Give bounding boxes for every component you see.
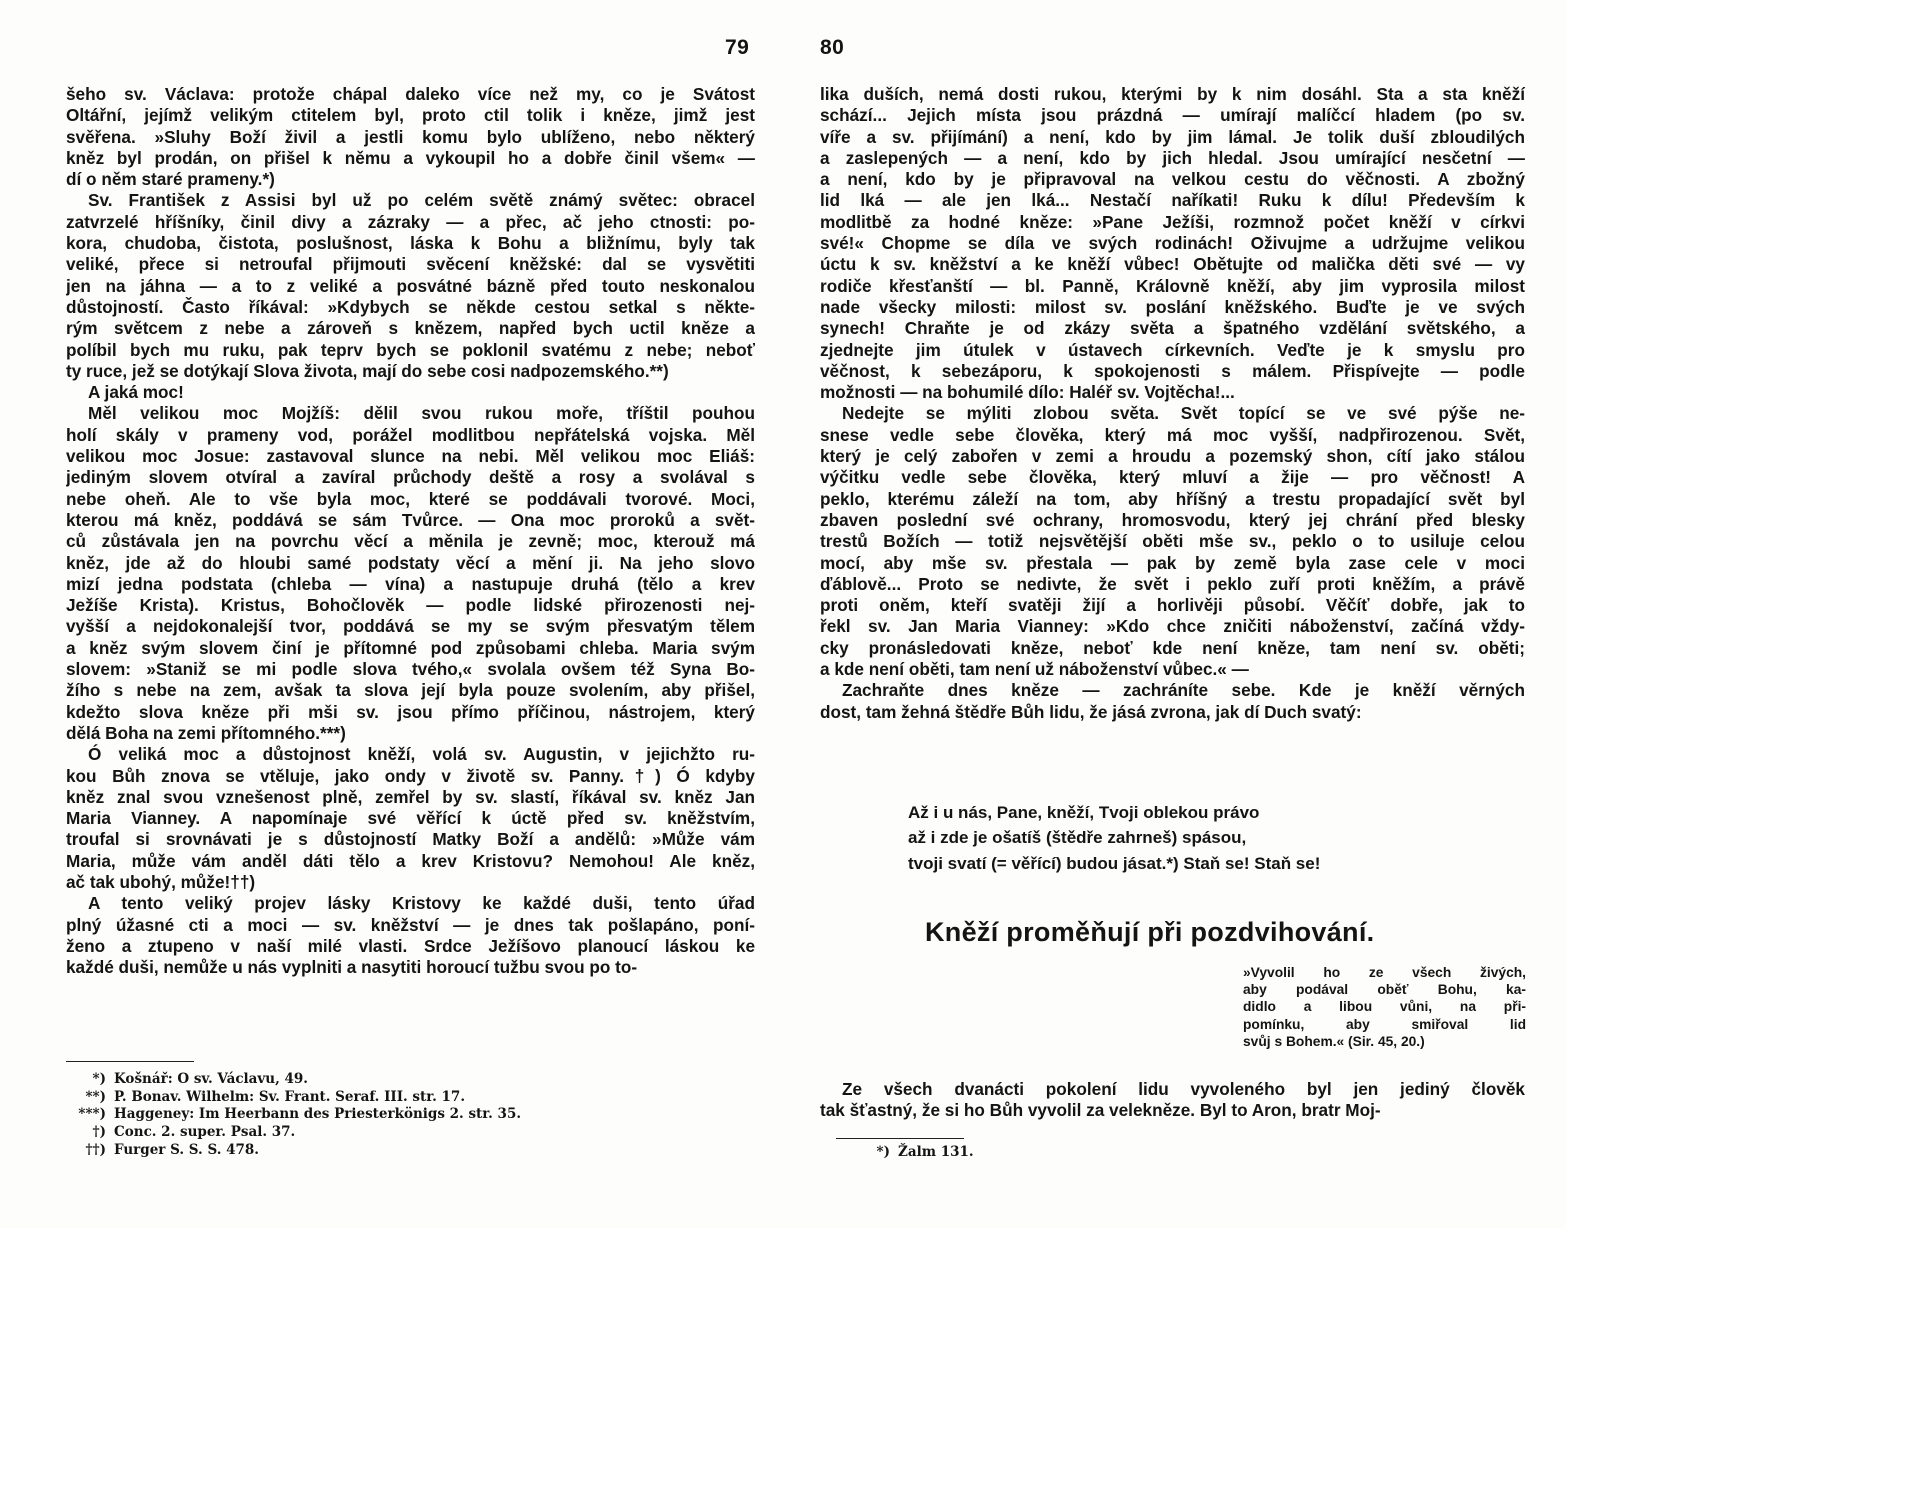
footnote-text: P. Bonav. Wilhelm: Sv. Frant. Seraf. III. str. 17. — [114, 1088, 466, 1105]
text-line: žího s nebe na zem, avšak ta slova její byla pouze svolením, aby přišel, — [66, 680, 755, 701]
text-line: výčitku vedle sebe člověka, který mluví a žije — pro věčnost! A — [820, 467, 1525, 488]
footnote-divider — [836, 1138, 964, 1139]
text-line: mizí jedna podstata (chleba — vína) a nastupuje druhá (tělo a krev — [66, 573, 755, 594]
text-line: lika duších, nemá dosti rukou, kterými by k nim dosáhl. Sta a sta kněží — [820, 84, 1525, 104]
footnote-mark: ††) — [85, 1141, 106, 1158]
text-line: dělá Boha na zemi přítomného.***) — [66, 722, 346, 743]
text-line: a zaslepených — a není, kdo by jich hledal. Jsou umírající nesčetní — — [820, 147, 1525, 168]
text-line: veliké, přece si netroufal přijmouti svěcení kněžské: dal se vysvětiti — [66, 254, 755, 275]
text-line: peklo, kterému záleží na tom, aby hříšný a trestu propadající svět byl — [820, 488, 1525, 509]
right-footnotes — [862, 1144, 1162, 1162]
text-line: dí o něm staré prameny.*) — [66, 169, 275, 190]
text-line: kněz byl prodán, on přišel k němu a vykoupil ho a dobře činil všem« — — [66, 147, 755, 168]
text-line: a není, kdo by je připravoval na velkou cestu do věčnosti. A zbožný — [820, 169, 1525, 190]
text-line: Ježíše Krista). Kristus, Bohočlověk — podle lidské přirozenosti nej- — [66, 595, 755, 616]
footnote-divider — [66, 1061, 194, 1062]
text-line: rým světcem z nebe a zároveň s knězem, napřed bych uctil kněze a — [66, 318, 755, 339]
text-line: šeho sv. Václava: protože chápal daleko více než my, co je Svátost — [66, 84, 755, 104]
right-page — [783, 0, 1566, 1228]
text-line: svěřena. »Sluhy Boží živil a jestli komu bylo ublíženo, nebo některý — [66, 126, 755, 147]
text-line: Zachraňte dnes kněze — zachráníte sebe. Kde je kněží věrných — [842, 680, 1525, 701]
text-line: jen na jáhna — a to z veliké a posvátné bázně před touto neskonalou — [66, 275, 755, 296]
text-line: nebe oheň. Ale to vše byla moc, které se poddávali tvorové. Moci, — [66, 488, 755, 509]
page-number: 79 — [725, 36, 750, 59]
text-line: zatvrzelé hříšníky, činil divy a zázraky — a přec, ač jeho ctnosti: po- — [66, 211, 755, 232]
text-line: plný úžasné cti a moci — sv. kněžství — je dnes tak pošlapáno, poní- — [66, 914, 755, 935]
epigraph-line: svůj s Bohem.« (Sir. 45, 20.) — [1243, 1033, 1425, 1049]
text-line: tak šťastný, že si ho Bůh vyvolil za velekněze. Byl to Aron, bratr Moj- — [820, 1100, 1381, 1121]
text-line: snese vedle sebe člověka, který má moc vyšší, nadpřirozenou. Svět, — [820, 424, 1525, 445]
footnote — [78, 1106, 638, 1124]
footnote-text: Žalm 131. — [898, 1144, 974, 1160]
verse-line: až i zde je ošatíš (štědře zahrneš) spásou, — [908, 828, 1247, 848]
left-page — [0, 0, 783, 1228]
text-line: Ó veliká moc a důstojnost kněží, volá sv. Augustin, v jejichžto ru- — [88, 744, 755, 765]
footnote — [78, 1071, 638, 1089]
verse-line: tvoji svatí (= věřící) budou jásat.*) Staň se! Staň se! — [908, 853, 1321, 873]
text-line: trestů Božích — totiž nejsvětější oběti mše sv., peklo o to usiluje celou — [820, 531, 1525, 552]
footnote — [78, 1089, 638, 1107]
footnote-mark: †) — [92, 1124, 106, 1141]
epigraph-line: »Vyvolil ho ze všech živých, — [1243, 965, 1526, 980]
text-line: slovem: »Staniž se mi podle slova tvého,« svolala ovšem též Syna Bo- — [66, 659, 755, 680]
text-line: velikou moc Josue: zastavoval slunce na nebi. Měl velikou moc Eliáš: — [66, 446, 755, 467]
text-line: holí skály v prameny vod, porážel modlitbou nepřátelská vojska. Měl — [66, 424, 755, 445]
footnote — [78, 1142, 638, 1160]
footnote — [862, 1144, 1162, 1162]
left-body-text — [66, 84, 755, 978]
footnote-mark: ***) — [78, 1106, 106, 1123]
text-line: úctu k sv. kněžství a ke kněží vůbec! Obětujte od malička děti své — vy — [820, 254, 1525, 275]
footnote-mark: **) — [85, 1088, 106, 1105]
text-line: Maria Vianney. A napomínaje své věřící k úctě před sv. kněžstvím, — [66, 808, 755, 829]
text-line: Oltářní, jejímž velikým ctitelem byl, proto ctil tolik i kněze, jimž jest — [66, 105, 755, 126]
footnote-text: Furger S. S. S. 478. — [114, 1141, 259, 1158]
text-line: a kněz svým slovem činí je přítomné pod způsobami chleba. Maria svým — [66, 637, 755, 658]
text-line: dost, tam žehná štědře Bůh lidu, že jásá zvrona, jak dí Duch svatý: — [820, 701, 1362, 722]
text-line: Sv. František z Assisi byl už po celém světě známý světec: obracel — [88, 190, 755, 211]
text-line: A jaká moc! — [88, 382, 184, 403]
text-line: vyšší a nejdokonalejší tvor, poddává se my se svým přesvatým tělem — [66, 616, 755, 637]
text-line: ženo a ztupeno v naší milé vlasti. Srdce Ježíšovo planoucí láskou ke — [66, 935, 755, 956]
text-line: lid lká — ale jen lká... Nestačí naříkati! Ruku k dílu! Především k — [820, 190, 1525, 211]
verse-line: Až i u nás, Pane, kněží, Tvoji oblekou právo — [908, 803, 1260, 822]
text-line: proti oněm, kteří svatěji žijí a horlivěji působí. Věčíť dobře, jak to — [820, 595, 1525, 616]
footnote — [78, 1124, 638, 1142]
footnote-text: Košnář: O sv. Václavu, 49. — [114, 1071, 308, 1087]
text-line: věčnost, k sebezáporu, k spokojenosti s málem. Přispívejte — podle — [820, 360, 1525, 381]
text-line: troufal si srovnávati je s důstojností Matky Boží a andělů: »Může vám — [66, 829, 755, 850]
text-line: kněz znal svou vznešenost plně, zemřel by sv. slastí, říkával sv. kněz Jan — [66, 786, 755, 807]
text-line: Nedejte se mýliti zlobou světa. Svět topící se ve své pýše ne- — [842, 403, 1525, 424]
text-line: kněz, jde až do hloubi samé podstaty věcí a mění ji. Na jeho slovo — [66, 552, 755, 573]
text-line: ďáblově... Proto se nedivte, že svět i peklo zuří proti kněžím, a právě — [820, 573, 1525, 594]
text-line: ců zůstávala jen na povrchu věcí a měnila je zevně; moc, kterouž má — [66, 531, 755, 552]
text-line: kdežto slova kněze při mši sv. jsou přímo příčinou, nástrojem, který — [66, 701, 755, 722]
text-line: schází... Jejich místa jsou prázdná — umírají malíčcí hladem (po sv. — [820, 105, 1525, 126]
text-line: ty ruce, jež se dotýkají Slova života, mají do sebe cosi nadpozemského.**) — [66, 360, 669, 381]
text-line: který je celý zabořen v zemi a hroudu a pozemský shon, cítí jako stálou — [820, 446, 1525, 467]
text-line: jediným slovem otvíral a zavíral průchody deště a rosy a svolával s — [66, 467, 755, 488]
text-line: kora, chudoba, čistota, poslušnost, láska k Bohu a bližnímu, byly tak — [66, 233, 755, 254]
text-line: každé duši, nemůže u nás vyplniti a nasytiti horoucí tužbu svou po to- — [66, 957, 638, 978]
section-heading: Kněží proměňují při pozdvihování. — [925, 917, 1375, 947]
text-line: nade všecky milosti: milost sv. poslání kněžského. Buďte je ve svých — [820, 296, 1525, 317]
text-line: víře a sv. přijímání) a není, kdo by jim lámal. Je tolik duší zbloudilých — [820, 126, 1525, 147]
footnote-text: Conc. 2. super. Psal. 37. — [114, 1124, 296, 1141]
footnote-mark: *) — [92, 1071, 106, 1087]
text-line: mocí, aby mše sv. přestala — pak by země byla zase cele v moci — [820, 552, 1525, 573]
text-line: kterou má kněz, poddává se sám Tvůrce. — Ona moc proroků a svět- — [66, 509, 755, 530]
footnote-mark: *) — [876, 1144, 890, 1160]
section-body-text — [820, 1079, 1525, 1122]
text-line: a kde není oběti, tam není už náboženství vůbec.« — — [820, 659, 1249, 680]
text-line: políbil bych mu ruku, pak teprv bych se poklonil svatému z nebe; neboť — [66, 339, 755, 360]
psalm-verse — [908, 800, 1468, 876]
text-line: zbaven poslední své ochrany, hromosvodu, který jej chrání před blesky — [820, 509, 1525, 530]
epigraph-line: didlo a libou vůni, na při- — [1243, 999, 1526, 1015]
text-line: řekl sv. Jan Maria Vianney: »Kdo chce zničiti náboženství, začíná vždy- — [820, 616, 1525, 637]
text-line: cky pronásledovati kněze, neboť kde není kněze, tam není sv. oběti; — [820, 637, 1525, 658]
epigraph — [1243, 964, 1526, 1050]
text-line: zjednejte jim útulek v ústavech církevních. Veďte je k smyslu pro — [820, 339, 1525, 360]
page-number: 80 — [820, 36, 845, 59]
epigraph-line: aby podával oběť Bohu, ka- — [1243, 982, 1526, 998]
text-line: Měl velikou moc Mojžíš: dělil svou rukou moře, tříštil pouhou — [88, 403, 755, 424]
text-line: modlitbě za hodné kněze: »Pane Ježíši, rozmnož počet kněží v církvi — [820, 211, 1525, 232]
text-line: A tento veliký projev lásky Kristovy ke každé duši, tento úřad — [88, 893, 755, 914]
right-body-text — [820, 84, 1525, 723]
footnote-text: Haggeney: Im Heerbann des Priesterkönigs 2. str. 35. — [114, 1106, 522, 1123]
text-line: možnosti — na bohumilé dílo: Haléř sv. Vojtěcha!... — [820, 382, 1235, 403]
text-line: rodiče křesťanští — bl. Panně, Královně kněží, aby jim vyprosila milost — [820, 275, 1525, 296]
text-line: Ze všech dvanácti pokolení lidu vyvoleného byl jen jediný člověk — [842, 1079, 1525, 1099]
text-line: kou Bůh znova se vtěluje, jako ondy v životě sv. Panny.†) Ó kdyby — [66, 765, 755, 786]
text-line: synech! Chraňte je od zkázy světa a špatného vzdělání světského, a — [820, 318, 1525, 339]
text-line: své!« Chopme se díla ve svých rodinách! Oživujme a udržujme velikou — [820, 233, 1525, 254]
epigraph-line: pomínku, aby smiřoval lid — [1243, 1016, 1526, 1032]
left-footnotes — [78, 1071, 638, 1159]
text-line: Maria, může vám anděl dáti tělo a krev Kristovu? Nemohou! Ale kněz, — [66, 850, 755, 871]
text-line: ač tak ubohý, může!††) — [66, 871, 256, 892]
text-line: důstojností. Často říkával: »Kdybych se někde cestou setkal s někte- — [66, 296, 755, 317]
